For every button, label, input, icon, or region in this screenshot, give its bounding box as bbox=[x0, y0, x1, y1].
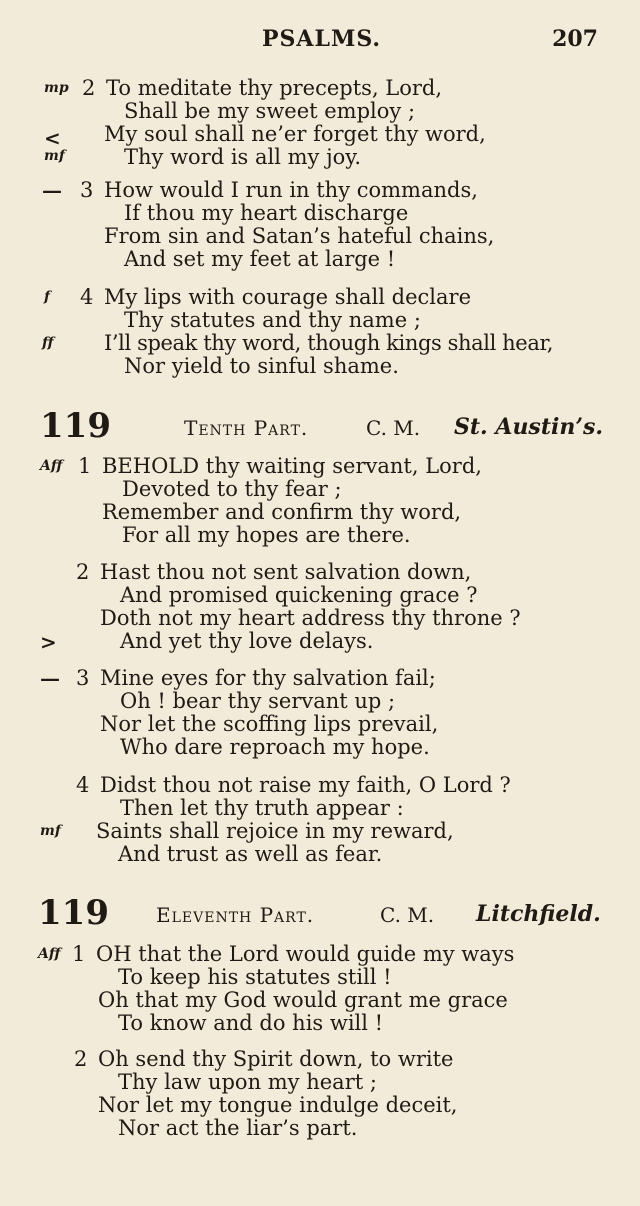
verse-line: To meditate thy precepts, Lord, bbox=[106, 76, 443, 100]
dynamic-mark: — bbox=[40, 666, 60, 690]
verse-line: Remember and confirm thy word, bbox=[102, 500, 462, 524]
verse-line: If thou my heart discharge bbox=[124, 201, 409, 225]
verse-line: Nor yield to sinful shame. bbox=[124, 354, 399, 378]
verse-line: And set my feet at large ! bbox=[124, 247, 396, 271]
hymn-part: Eleventh Part. bbox=[156, 903, 315, 927]
verse-line: From sin and Satan’s hateful chains, bbox=[104, 224, 495, 248]
verse-line: My lips with courage shall declare bbox=[104, 285, 471, 309]
stanza-number: 4 bbox=[76, 773, 90, 797]
stanza-number: 1 bbox=[72, 942, 86, 966]
dynamic-mark: ff bbox=[42, 335, 54, 351]
verse-line: Thy word is all my joy. bbox=[124, 145, 361, 169]
verse-line: How would I run in thy commands, bbox=[104, 178, 478, 202]
stanza-number: 2 bbox=[74, 1047, 88, 1071]
verse-line: And yet thy love delays. bbox=[120, 629, 374, 653]
verse-line: And promised quickening grace ? bbox=[120, 583, 478, 607]
verse-line: Nor let my tongue indulge deceit, bbox=[98, 1093, 458, 1117]
verse-line: Didst thou not raise my faith, O Lord ? bbox=[100, 773, 511, 797]
verse-line: OH that the Lord would guide my ways bbox=[96, 942, 515, 966]
dynamic-mark: Aff bbox=[38, 946, 61, 962]
stanza-number: 3 bbox=[80, 178, 94, 202]
verse-line: Mine eyes for thy salvation fail; bbox=[100, 666, 436, 690]
stanza-number: 3 bbox=[76, 666, 90, 690]
dynamic-mark: f bbox=[44, 289, 51, 305]
verse-line: BEHOLD thy waiting servant, Lord, bbox=[102, 454, 482, 478]
dynamic-mark: mf bbox=[40, 823, 61, 839]
hymn-tune: Litchfield. bbox=[476, 901, 601, 927]
verse-line: Hast thou not sent salvation down, bbox=[100, 560, 472, 584]
dynamic-mark: mf bbox=[44, 148, 65, 164]
hymn-tune: St. Austin’s. bbox=[454, 414, 604, 440]
dynamic-mark: Aff bbox=[40, 458, 63, 474]
verse-line: Devoted to thy fear ; bbox=[122, 477, 342, 501]
dynamic-mark: — bbox=[42, 178, 62, 202]
verse-line: Thy law upon my heart ; bbox=[118, 1070, 377, 1094]
verse-line: Shall be my sweet employ ; bbox=[124, 99, 416, 123]
verse-line: To know and do his will ! bbox=[118, 1011, 384, 1035]
verse-line: To keep his statutes still ! bbox=[118, 965, 392, 989]
hymn-meter: C. M. bbox=[380, 903, 435, 927]
verse-line: Oh ! bear thy servant up ; bbox=[120, 689, 396, 713]
dynamic-mark: > bbox=[40, 630, 57, 654]
verse-line: Oh that my God would grant me grace bbox=[98, 988, 508, 1012]
dynamic-mark: < bbox=[44, 126, 61, 150]
hymn-meter: C. M. bbox=[366, 416, 421, 440]
page-header bbox=[0, 26, 640, 58]
hymn-heading-eleventh bbox=[0, 893, 640, 933]
hymn-number: 119 bbox=[38, 893, 109, 933]
verse-line: Saints shall rejoice in my reward, bbox=[96, 819, 454, 843]
verse-line: I’ll speak thy word, though kings shall hear, bbox=[104, 331, 554, 355]
verse-line: For all my hopes are there. bbox=[122, 523, 411, 547]
stanza-number: 4 bbox=[80, 285, 94, 309]
running-title: PSALMS. bbox=[262, 26, 382, 52]
hymn-number: 119 bbox=[40, 406, 111, 446]
verse-line: Then let thy truth appear : bbox=[120, 796, 404, 820]
verse-line: Doth not my heart address thy throne ? bbox=[100, 606, 521, 630]
hymn-part: Tenth Part. bbox=[184, 416, 309, 440]
page-number: 207 bbox=[552, 26, 598, 52]
verse-line: My soul shall ne’er forget thy word, bbox=[104, 122, 486, 146]
stanza-number: 2 bbox=[82, 76, 96, 100]
dynamic-mark: mp bbox=[44, 80, 69, 96]
verse-line: Who dare reproach my hope. bbox=[120, 735, 430, 759]
stanza-number: 1 bbox=[78, 454, 92, 478]
verse-line: Thy statutes and thy name ; bbox=[124, 308, 421, 332]
verse-line: Oh send thy Spirit down, to write bbox=[98, 1047, 454, 1071]
hymn-heading-tenth bbox=[0, 406, 640, 446]
verse-line: Nor act the liar’s part. bbox=[118, 1116, 358, 1140]
verse-line: And trust as well as fear. bbox=[118, 842, 383, 866]
verse-line: Nor let the scoffing lips prevail, bbox=[100, 712, 439, 736]
stanza-number: 2 bbox=[76, 560, 90, 584]
